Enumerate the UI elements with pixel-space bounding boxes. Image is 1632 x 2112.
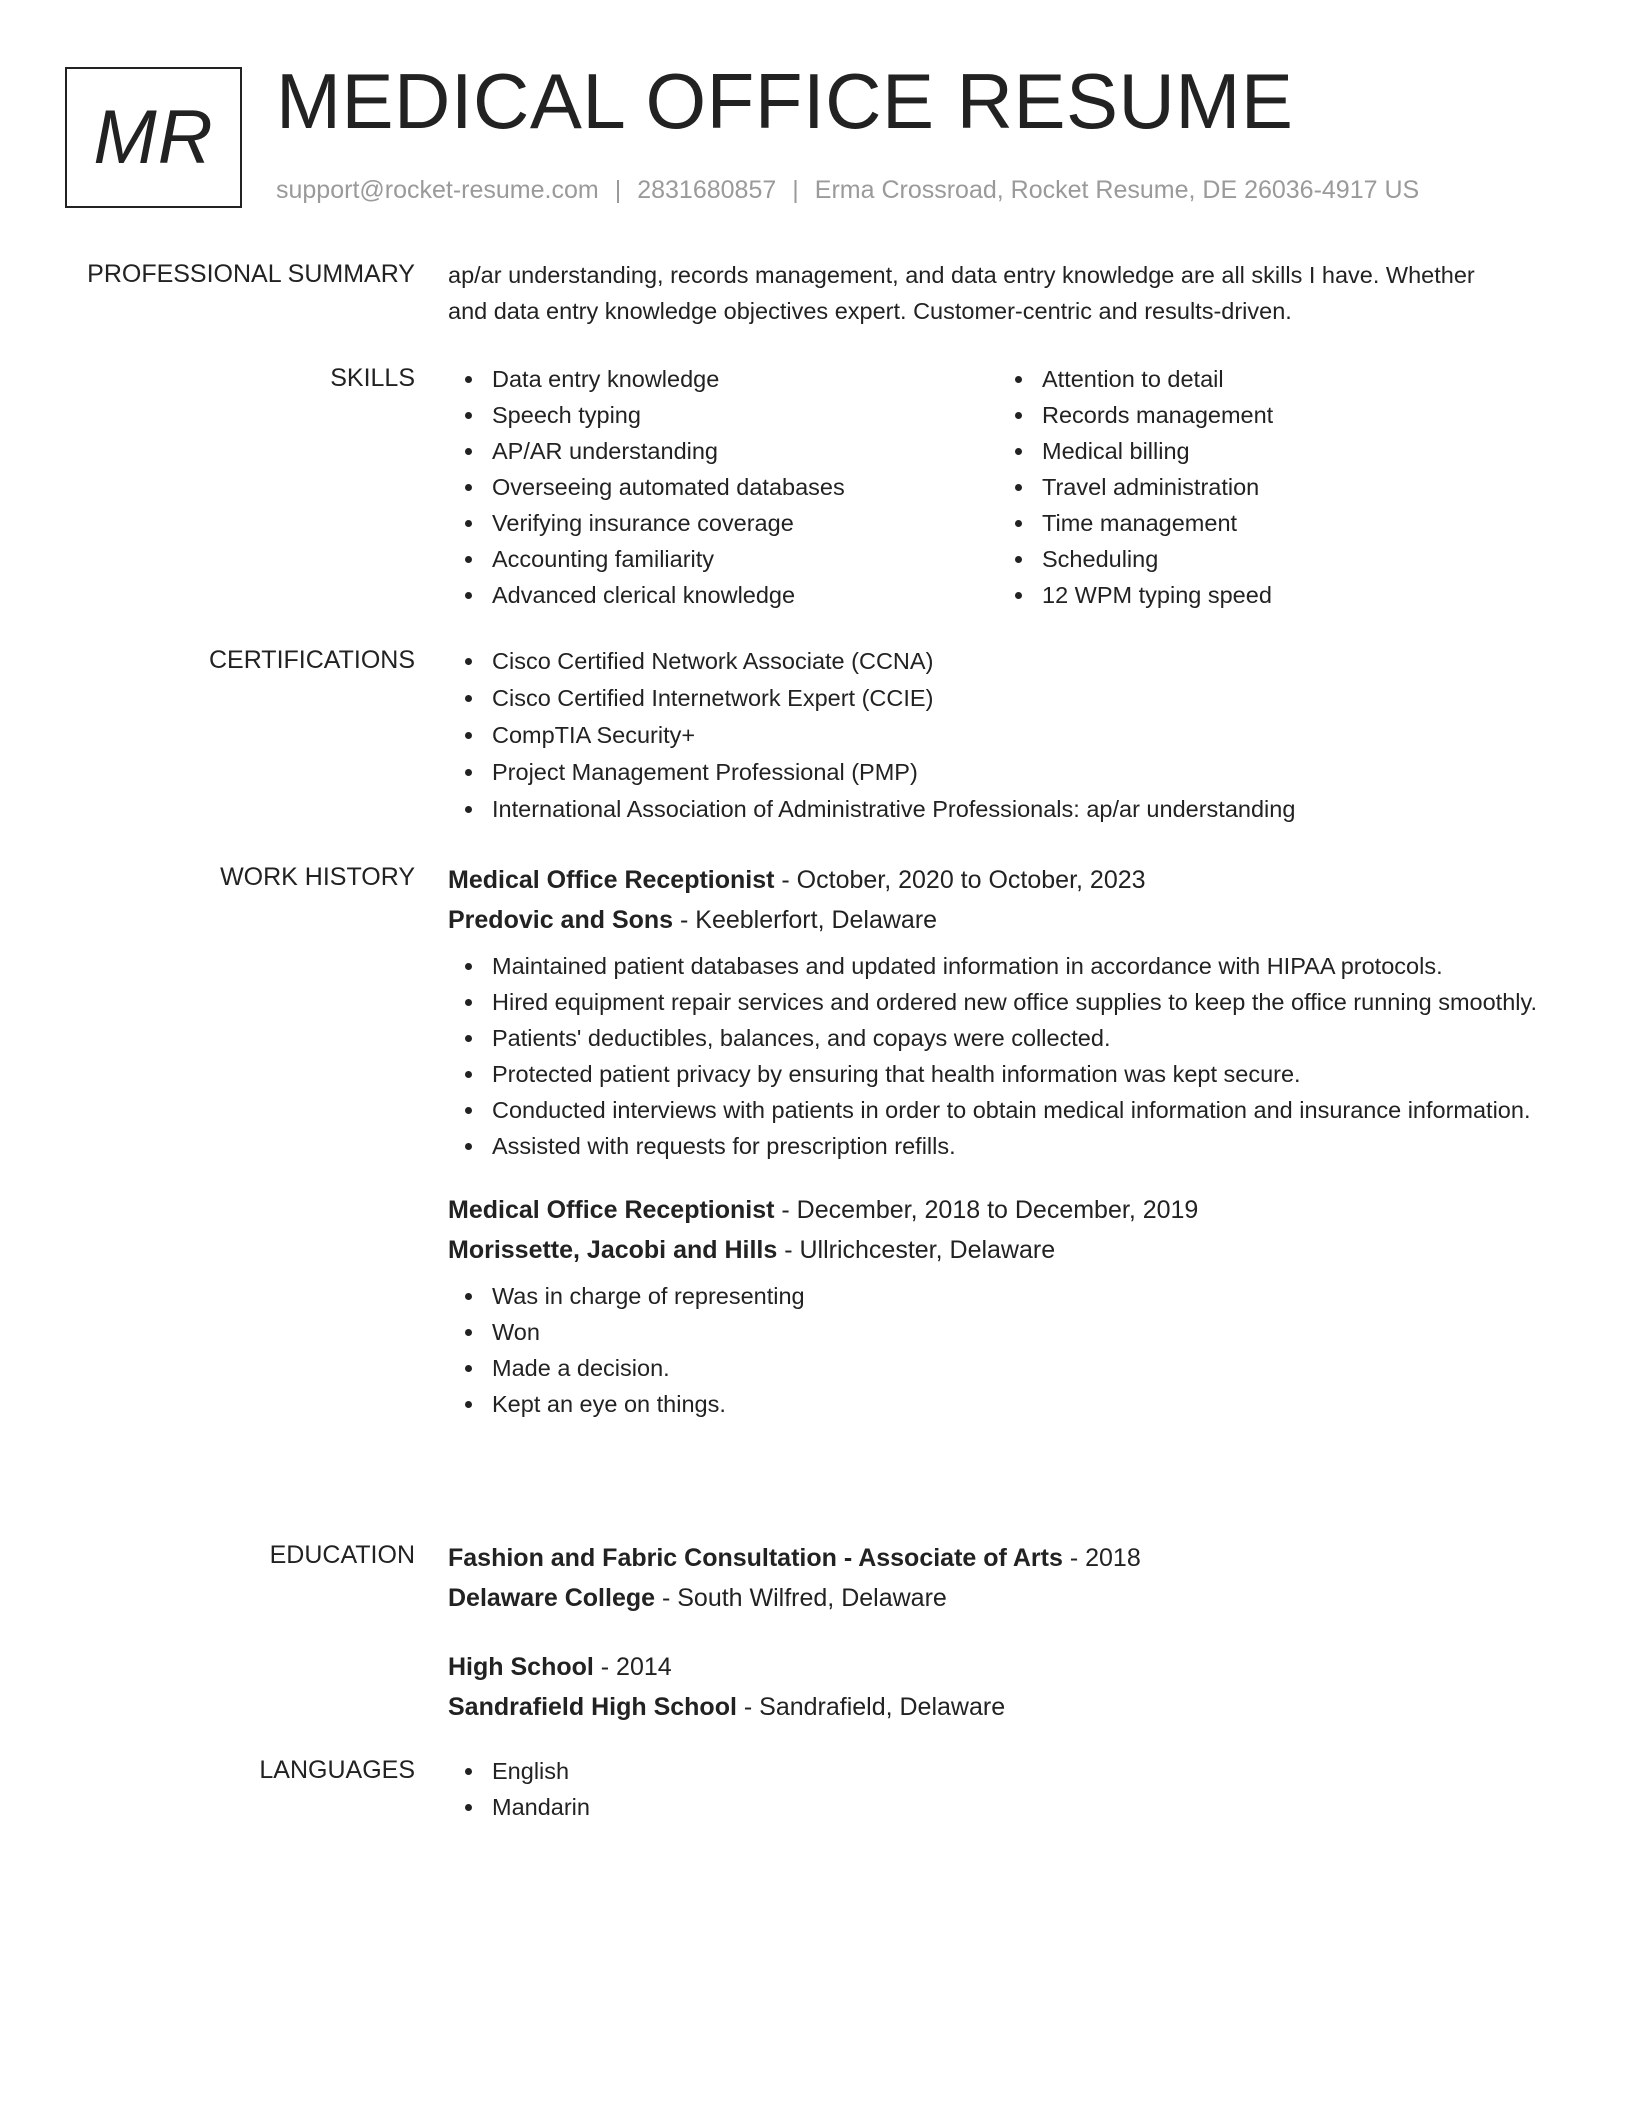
list-item: Hired equipment repair services and ordered new office supplies to keep the office running smoothly. [448, 984, 1548, 1020]
job-title: Medical Office Receptionist [448, 1196, 775, 1224]
list-item: Scheduling [998, 541, 1548, 577]
contact-separator: | [792, 176, 799, 204]
job-company-line [448, 1230, 1548, 1270]
list-item: AP/AR understanding [448, 433, 998, 469]
contact-email[interactable]: support@rocket-resume.com [276, 176, 599, 204]
list-item: Verifying insurance coverage [448, 505, 998, 541]
list-item: International Association of Administrative Professionals: ap/ar understanding [448, 791, 1548, 828]
monogram-initials: MR [93, 95, 214, 180]
education-school: Sandrafield High School [448, 1693, 737, 1721]
education-location: - South Wilfred, Delaware [655, 1584, 947, 1612]
education-degree-line [448, 1647, 1548, 1687]
contact-phone[interactable]: 2831680857 [637, 176, 777, 204]
certifications-body [448, 643, 1548, 828]
job-company: Morissette, Jacobi and Hills [448, 1236, 778, 1264]
section-label-education: EDUCATION [269, 1541, 415, 1569]
list-item: Time management [998, 505, 1548, 541]
list-item: Attention to detail [998, 361, 1548, 397]
list-item: Accounting familiarity [448, 541, 998, 577]
summary-line: ap/ar understanding, records management, and data entry knowledge are all skills I have. Whether [448, 262, 1475, 288]
languages-body [448, 1753, 1548, 1825]
job-company-line [448, 900, 1548, 940]
section-label-summary: PROFESSIONAL SUMMARY [87, 260, 415, 288]
list-item: Overseeing automated databases [448, 469, 998, 505]
section-label-certifications: CERTIFICATIONS [208, 646, 415, 674]
education-school-line [448, 1578, 1548, 1618]
education-entry [448, 1647, 1548, 1727]
skills-list-right [998, 361, 1548, 613]
section-label-skills: SKILLS [330, 364, 415, 392]
certifications-list [448, 643, 1548, 828]
job-entry [448, 1190, 1548, 1422]
job-title-line [448, 1190, 1548, 1230]
job-location: - Ullrichcester, Delaware [777, 1236, 1056, 1264]
list-item: CompTIA Security+ [448, 717, 1548, 754]
list-item: Records management [998, 397, 1548, 433]
education-year: - 2018 [1062, 1544, 1141, 1572]
education-entry [448, 1538, 1548, 1618]
job-dates: - October, 2020 to October, 2023 [774, 866, 1146, 894]
education-location: - Sandrafield, Delaware [736, 1693, 1006, 1721]
contact-line [276, 174, 1419, 206]
job-dates: - December, 2018 to December, 2019 [774, 1196, 1199, 1224]
languages-list [448, 1753, 1548, 1825]
list-item: Made a decision. [448, 1350, 1548, 1386]
section-label-work: WORK HISTORY [220, 863, 415, 891]
contact-separator: | [614, 176, 622, 204]
list-item: Advanced clerical knowledge [448, 577, 998, 613]
summary-line: and data entry knowledge objectives expert. Customer-centric and results-driven. [448, 298, 1292, 324]
list-item: Was in charge of representing [448, 1278, 1548, 1314]
list-item: Travel administration [998, 469, 1548, 505]
job-company: Predovic and Sons [448, 906, 674, 934]
list-item: Mandarin [448, 1789, 1548, 1825]
list-item: Maintained patient databases and updated information in accordance with HIPAA protocols. [448, 948, 1548, 984]
list-item: Cisco Certified Network Associate (CCNA) [448, 643, 1548, 680]
education-year: - 2014 [593, 1653, 672, 1681]
summary-text [448, 257, 1548, 329]
skills-body [448, 361, 1548, 613]
resume-title: MEDICAL OFFICE RESUME [276, 57, 1294, 145]
education-degree: High School [448, 1653, 594, 1681]
skills-list-left [448, 361, 998, 613]
education-school: Delaware College [448, 1584, 656, 1612]
education-school-line [448, 1687, 1548, 1727]
list-item: 12 WPM typing speed [998, 577, 1548, 613]
list-item: Project Management Professional (PMP) [448, 754, 1548, 791]
list-item: Speech typing [448, 397, 998, 433]
job-entry [448, 860, 1548, 1164]
list-item: Assisted with requests for prescription refills. [448, 1128, 1548, 1164]
job-title: Medical Office Receptionist [448, 866, 775, 894]
monogram-box [65, 67, 242, 208]
list-item: Patients' deductibles, balances, and copays were collected. [448, 1020, 1548, 1056]
work-body [448, 860, 1548, 1422]
list-item: Kept an eye on things. [448, 1386, 1548, 1422]
education-body [448, 1538, 1548, 1727]
contact-address: Erma Crossroad, Rocket Resume, DE 26036-4917 US [814, 176, 1420, 204]
list-item: Cisco Certified Internetwork Expert (CCIE) [448, 680, 1548, 717]
list-item: Data entry knowledge [448, 361, 998, 397]
list-item: Won [448, 1314, 1548, 1350]
job-location: - Keeblerfort, Delaware [673, 906, 938, 934]
list-item: Protected patient privacy by ensuring that health information was kept secure. [448, 1056, 1548, 1092]
job-bullets [448, 1278, 1548, 1422]
list-item: English [448, 1753, 1548, 1789]
list-item: Conducted interviews with patients in order to obtain medical information and insurance information. [448, 1092, 1548, 1128]
education-degree: Fashion and Fabric Consultation - Associate of Arts [448, 1544, 1063, 1572]
list-item: Medical billing [998, 433, 1548, 469]
section-label-languages: LANGUAGES [259, 1756, 415, 1784]
education-degree-line [448, 1538, 1548, 1578]
job-bullets [448, 948, 1548, 1164]
job-title-line [448, 860, 1548, 900]
